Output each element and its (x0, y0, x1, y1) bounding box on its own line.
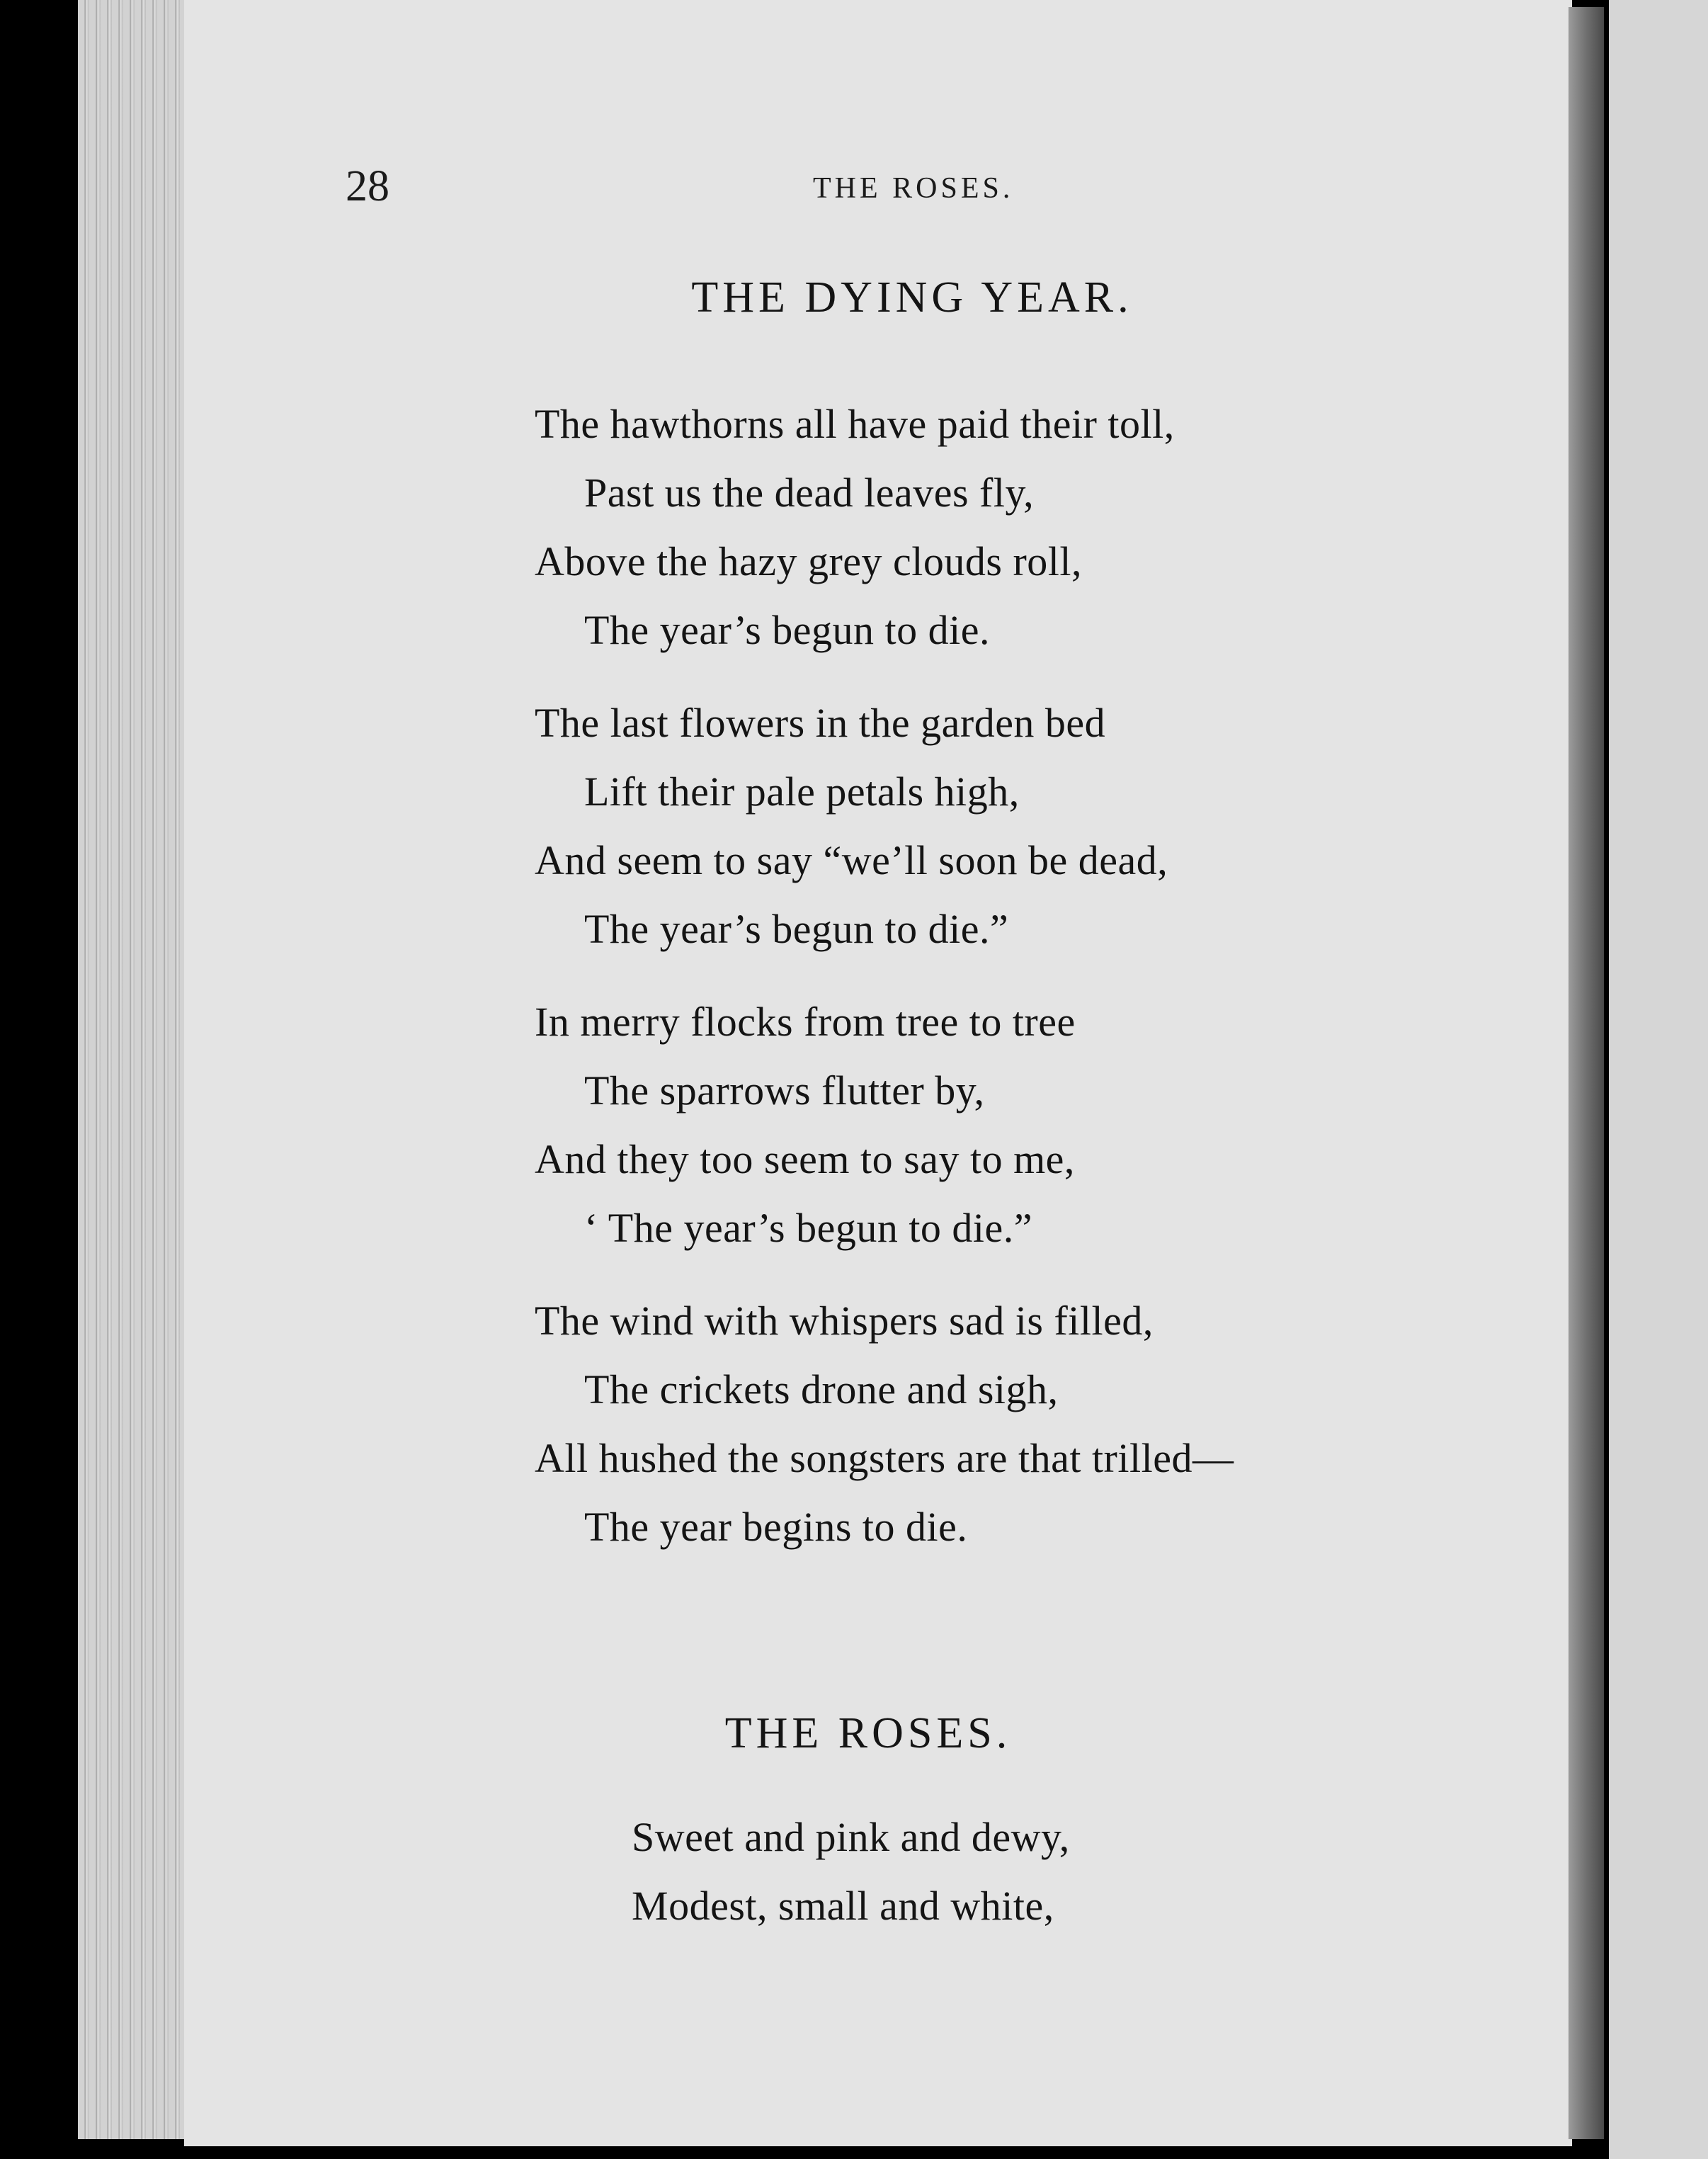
poem-line: The year begins to die. (584, 1504, 968, 1550)
poem-line: The last flowers in the garden bed (535, 700, 1106, 746)
stanza-3 (535, 987, 1076, 1262)
poem-line: And they too seem to say to me, (535, 1136, 1075, 1182)
stanza-2 (535, 688, 1168, 963)
poem-title-roses: THE ROSES. (724, 1709, 1012, 1757)
running-title: THE ROSES. (813, 172, 1014, 205)
page-number: 28 (346, 162, 389, 210)
poem-line: All hushed the songsters are that trilled— (535, 1435, 1234, 1481)
poem-line: The year’s begun to die. (584, 607, 991, 653)
poem-line: The hawthorns all have paid their toll, (535, 401, 1175, 447)
poem-line: Sweet and pink and dewy, (632, 1814, 1070, 1860)
poem-line: ‘ The year’s begun to die.” (584, 1205, 1033, 1251)
poem-line: The crickets drone and sigh, (584, 1366, 1059, 1412)
poem-line: The wind with whispers sad is filled, (535, 1298, 1154, 1344)
spine-shadow (1568, 7, 1604, 2139)
poem-line: In merry flocks from tree to tree (535, 999, 1076, 1045)
stanza-1 (535, 390, 1175, 664)
poem-line: The sparrows flutter by, (584, 1067, 985, 1114)
poem-line: Modest, small and white, (632, 1883, 1054, 1929)
roses-stanza-1 (632, 1803, 1070, 1940)
poem-line: Past us the dead leaves fly, (584, 470, 1035, 516)
poem-line: Above the hazy grey clouds roll, (535, 538, 1083, 584)
poem-line: The year’s begun to die.” (584, 906, 1009, 952)
stanza-4 (535, 1286, 1234, 1561)
facing-page-edge (1609, 0, 1708, 2159)
poem-line: And seem to say “we’ll soon be dead, (535, 837, 1168, 883)
poem-title-dying-year: THE DYING YEAR. (691, 273, 1133, 322)
running-head (0, 156, 1708, 212)
poem-line: Lift their pale petals high, (584, 769, 1020, 815)
